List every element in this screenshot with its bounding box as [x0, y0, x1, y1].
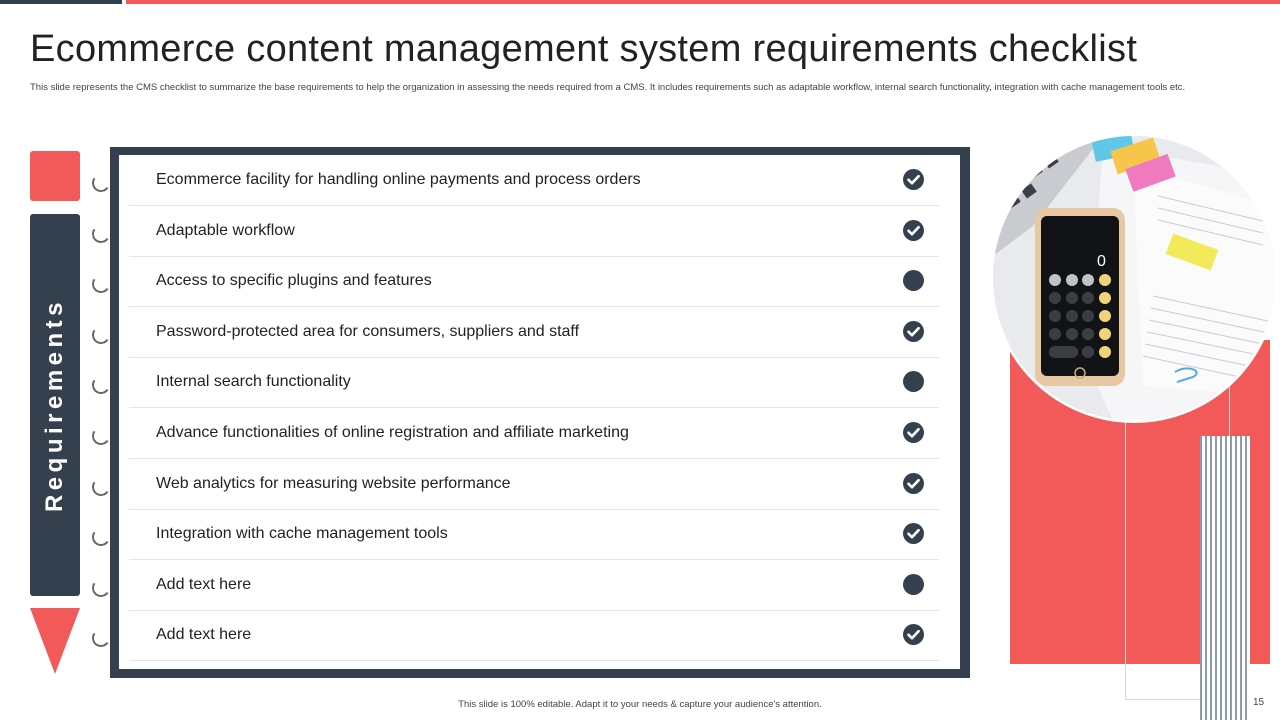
- decorative-red-triangle: [30, 608, 80, 674]
- checklist-row: [129, 509, 939, 560]
- check-circle-icon[interactable]: [903, 624, 924, 645]
- check-circle-icon[interactable]: [903, 220, 924, 241]
- checklist-row: [129, 155, 939, 206]
- slide-title: Ecommerce content management system requirements checklist: [30, 28, 1138, 70]
- binder-ring-icon: [91, 224, 112, 245]
- checklist-item-label: Internal search functionality: [156, 373, 351, 390]
- filled-circle-icon[interactable]: [903, 270, 924, 291]
- check-circle-icon[interactable]: [903, 422, 924, 443]
- top-accent-bar-dark: [0, 0, 122, 4]
- slide-footer: This slide is 100% editable. Adapt it to your needs & capture your audience's attention.: [458, 699, 822, 710]
- checklist-row: [129, 206, 939, 257]
- checklist-item-label: Access to specific plugins and features: [156, 272, 432, 289]
- check-circle-icon[interactable]: [903, 523, 924, 544]
- filled-circle-icon[interactable]: [903, 574, 924, 595]
- check-circle-icon[interactable]: [903, 169, 924, 190]
- slide-subtitle: This slide represents the CMS checklist to summarize the base requirements to help the organization in assessing the needs required from a CMS. It includes requirements such as adaptable workflow, internal search functionality, integration with cache management tools etc.: [30, 82, 1186, 93]
- checklist-row: [129, 307, 939, 358]
- checklist-item-label: Advance functionalities of online registration and affiliate marketing: [156, 424, 629, 441]
- binder-ring-icon: [91, 527, 112, 548]
- checklist-board: [110, 147, 970, 678]
- top-accent-bar-red: [126, 0, 1280, 4]
- checklist-row: [129, 459, 939, 510]
- calculator-desk-photo: [990, 133, 1278, 423]
- binder-ring-icon: [91, 375, 112, 396]
- binder-ring-icon: [91, 477, 112, 498]
- checklist-item-label: Add text here: [156, 576, 252, 593]
- filled-circle-icon[interactable]: [903, 371, 924, 392]
- binder-ring-icon: [91, 274, 112, 295]
- checklist-row: [129, 560, 939, 611]
- check-circle-icon[interactable]: [903, 473, 924, 494]
- checklist-row: [129, 408, 939, 459]
- checklist-item-label: Adaptable workflow: [156, 222, 295, 239]
- decorative-red-square: [30, 151, 80, 201]
- checklist-sheet: [119, 155, 960, 669]
- checklist-item-label: Ecommerce facility for handling online payments and process orders: [156, 171, 641, 188]
- binder-ring-icon: [91, 578, 112, 599]
- side-label-text: Requirements: [41, 297, 68, 513]
- checklist-item-label: Integration with cache management tools: [156, 525, 448, 542]
- checklist-row: [129, 256, 939, 307]
- checklist-row: [129, 357, 939, 408]
- binder-ring-icon: [91, 426, 112, 447]
- binder-ring-icon: [91, 173, 112, 194]
- binder-ring-icon: [91, 325, 112, 346]
- svg-text:0: 0: [1097, 253, 1106, 270]
- checklist-row: [129, 610, 939, 661]
- page-number: 15: [1253, 697, 1265, 708]
- check-circle-icon[interactable]: [903, 321, 924, 342]
- checklist-item-label: Password-protected area for consumers, suppliers and staff: [156, 323, 580, 340]
- decorative-striped-bar: [1200, 436, 1250, 720]
- checklist-item-label: Add text here: [156, 626, 252, 643]
- photo-illustration: [993, 136, 1275, 420]
- binder-ring-icon: [91, 628, 112, 649]
- checklist-item-label: Web analytics for measuring website performance: [156, 475, 511, 492]
